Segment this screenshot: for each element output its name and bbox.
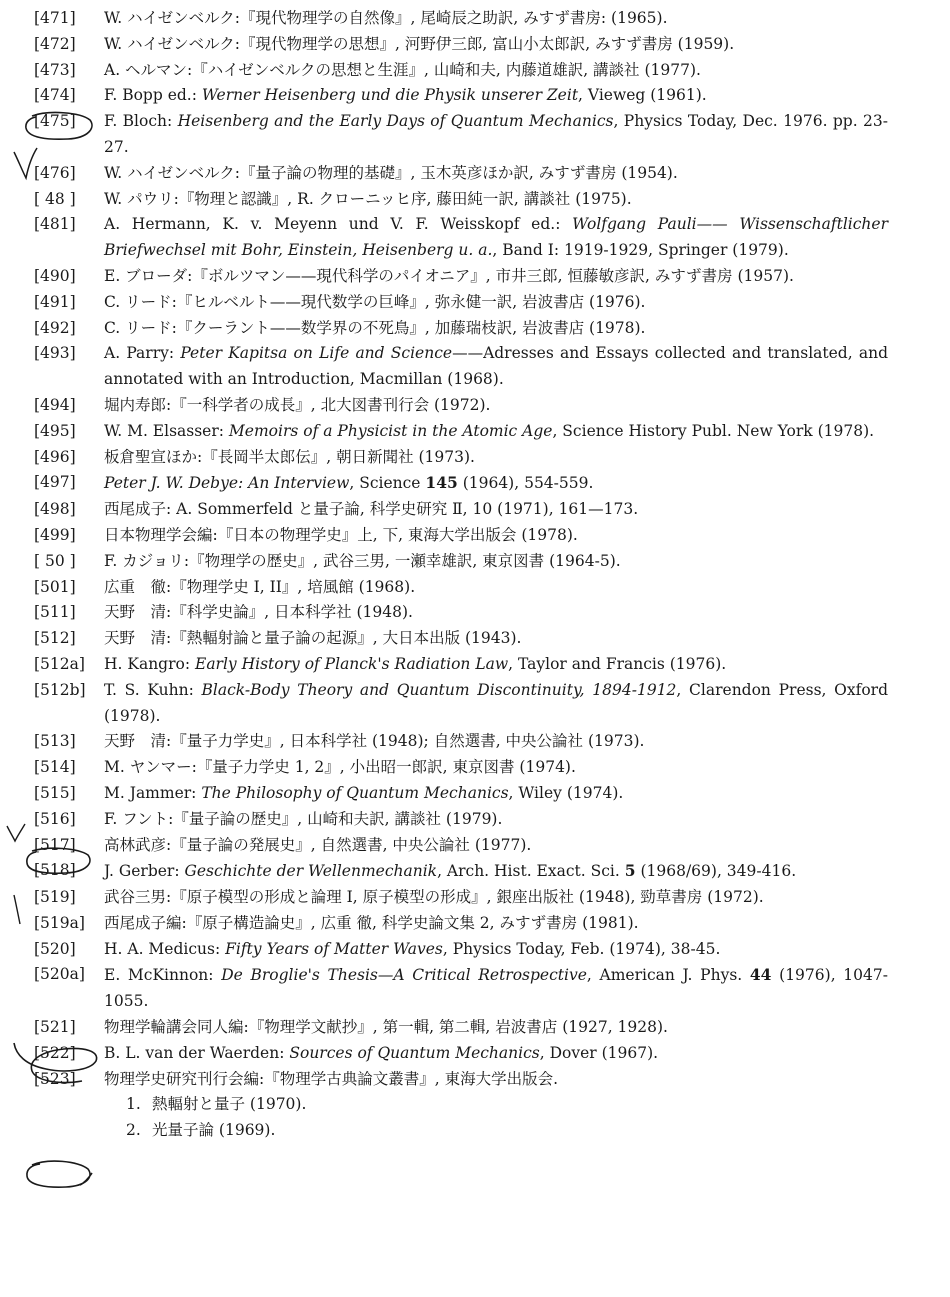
reference-entry [0,885,950,911]
reference-number: [492] [34,318,76,337]
reference-segment: T. S. Kuhn: [104,680,202,699]
reference-segment: H. A. Medicus: [104,939,226,958]
reference-segment: , Wiley (1974). [508,783,624,802]
reference-segment: F. カジョリ:『物理学の歴史』, 武谷三男, 一瀬幸雄訳, 東京図書 (1964-5). [104,551,621,570]
reference-segment: M. ヤンマー:『量子力学史 1, 2』, 小出昭一郎訳, 東京図書 (1974). [104,758,576,777]
reference-text [104,1015,888,1041]
reference-text [104,212,888,264]
reference-number: [512b] [34,680,86,699]
reference-text [104,445,888,471]
reference-number: [515] [34,783,76,802]
reference-segment: H. Kangro: [104,654,195,673]
reference-number: [493] [34,344,76,363]
reference-text [104,911,888,937]
reference-entry [0,781,950,807]
reference-segment: 広重 徹:『物理学史 I, II』, 培風館 (1968). [104,577,416,596]
reference-segment: 物理学史研究刊行会編:『物理学古典論文叢書』, 東海大学出版会. [104,1069,559,1088]
reference-text [104,316,888,342]
sub-entry [0,1092,950,1118]
sub-entry-text: 光量子論 (1969). [152,1121,276,1140]
reference-entry [0,58,950,84]
reference-number: [481] [34,215,76,234]
reference-segment: , Physics Today, Dec. 1976. pp. 23-27. [104,112,888,156]
reference-segment: , Physics Today, Feb. (1974), 38-45. [442,939,721,958]
reference-text [104,58,888,84]
handwritten-circle-521 [18,1155,98,1193]
reference-number: [474] [34,86,76,105]
reference-number: [512] [34,629,76,648]
reference-number: [494] [34,395,76,414]
reference-segment: A. Parry: [104,344,181,363]
reference-segment: W. パウリ:『物理と認識』, R. クローニッヒ序, 藤田純一訳, 講談社 (1975). [104,189,632,208]
reference-segment: , Band I: 1919-1929, Springer (1979). [492,241,789,260]
reference-entry [0,626,950,652]
reference-number: [ 50 ] [34,551,76,570]
reference-volume: 5 [624,861,636,881]
reference-segment: 武谷三男:『原子模型の形成と論理 I, 原子模型の形成』, 銀座出版社 (1948), 勁草書房 (1972). [104,888,764,907]
reference-segment: 板倉聖宣ほか:『長岡半太郎伝』, 朝日新聞社 (1973). [104,447,475,466]
reference-segment: E. ブローダ:『ボルツマン——現代科学のパイオニア』, 市井三郎, 恒藤敏彦訳, みすず書房 (1957). [104,266,794,285]
reference-segment: A. Hermann, K. v. Meyenn und V. F. Weisskopf ed.: [104,215,573,234]
reference-title: The Philosophy of Quantum Mechanics [201,783,509,802]
reference-segment: C. リード:『ヒルベルト——現代数学の巨峰』, 弥永健一訳, 岩波書店 (1976). [104,292,646,311]
reference-number: [519a] [34,913,85,932]
reference-entry [0,755,950,781]
reference-segment: 西尾成子: A. Sommerfeld と量子論, 科学史研究 Ⅱ, 10 (1971), 161—173. [104,500,639,519]
reference-title: Peter J. W. Debye: An Interview [104,474,350,493]
reference-segment: 堀内寿郎:『一科学者の成長』, 北大図書刊行会 (1972). [104,395,491,414]
reference-number: [499] [34,525,76,544]
reference-title: Heisenberg and the Early Days of Quantum Mechanics [177,112,614,131]
reference-entry [0,341,950,393]
reference-text [104,187,888,213]
reference-text [104,523,888,549]
reference-number: [473] [34,60,76,79]
reference-segment: (1964), 554-559. [457,474,594,493]
reference-entry [0,264,950,290]
reference-entry [0,937,950,963]
reference-entry [0,161,950,187]
reference-segment: W. ハイゼンベルク:『量子論の物理的基礎』, 玉木英彦ほか訳, みすず書房 (1954). [104,163,678,182]
reference-segment: W. ハイゼンベルク:『現代物理学の思想』, 河野伊三郎, 富山小太郎訳, みすず書房 (1959). [104,34,735,53]
reference-text [104,549,888,575]
reference-entry [0,316,950,342]
reference-number: [522] [34,1043,76,1062]
subitem-list [0,1092,950,1144]
reference-segment: ——Adresses and Essays collected and translated, and annotated with an Introduction, Macmillan (1968). [104,344,888,389]
reference-segment: 天野 清:『熱輻射論と量子論の起源』, 大日本出版 (1943). [104,629,522,648]
reference-entry [0,678,950,730]
reference-entry [0,523,950,549]
reference-segment: 物理学輪講会同人編:『物理学文献抄』, 第一輯, 第二輯, 岩波書店 (1927, 1928). [104,1018,668,1037]
reference-entry [0,445,950,471]
reference-entry [0,187,950,213]
reference-number: [471] [34,9,76,27]
reference-text [104,393,888,419]
reference-number: [523] [34,1069,76,1088]
reference-text [104,729,888,755]
reference-segment: A. ヘルマン:『ハイゼンベルクの思想と生涯』, 山崎和夫, 内藤道雄訳, 講談社 (1977). [104,60,701,79]
sub-entry [0,1118,950,1144]
reference-segment: 高林武彦:『量子論の発展史』, 自然選書, 中央公論社 (1977). [104,835,532,854]
reference-text [104,109,888,161]
reference-entry [0,962,950,1015]
reference-entry [0,911,950,937]
reference-entry [0,807,950,833]
reference-entry [0,470,950,497]
reference-entry [0,575,950,601]
reference-text [104,600,888,626]
reference-title: Early History of Planck's Radiation Law [195,654,509,673]
reference-text [104,419,888,445]
reference-entry [0,833,950,859]
reference-volume: 44 [749,965,772,985]
reference-number: [513] [34,732,76,751]
reference-title: Wolfgang Pauli—— Wissenschaftlicher Briefwechsel mit Bohr, Einstein, Heisenberg u. a. [104,215,888,260]
reference-number: [475] [34,112,76,131]
reference-number: [519] [34,888,76,907]
reference-volume: 145 [425,473,458,493]
reference-segment: , Arch. Hist. Exact. Sci. [437,862,625,881]
reference-list [0,6,950,1092]
reference-text [104,497,888,523]
reference-number: [476] [34,163,76,182]
reference-text [104,885,888,911]
reference-text [104,32,888,58]
reference-entry [0,290,950,316]
reference-number: [516] [34,809,76,828]
reference-entry [0,393,950,419]
reference-number: [472] [34,34,76,53]
reference-entry [0,212,950,264]
reference-title: Fifty Years of Matter Waves [225,939,443,958]
reference-text [104,937,888,963]
reference-segment: E. McKinnon: [104,966,222,985]
reference-text [104,264,888,290]
reference-entry [0,6,950,32]
reference-number: [501] [34,577,76,596]
reference-title: Werner Heisenberg und die Physik unserer Zeit [201,86,579,105]
reference-text [104,341,888,393]
reference-number: [495] [34,421,76,440]
reference-text [104,83,888,109]
reference-title: Sources of Quantum Mechanics [289,1043,540,1062]
sub-entry-number: 1. [126,1095,141,1114]
reference-entry [0,83,950,109]
reference-number: [496] [34,447,76,466]
reference-entry [0,419,950,445]
reference-segment: W. M. Elsasser: [104,421,229,440]
reference-number: [511] [34,603,76,622]
sub-entry-number: 2. [126,1121,141,1140]
reference-segment: , Clarendon Press, Oxford (1978). [104,680,889,725]
reference-text [104,652,888,678]
reference-segment: , Science History Publ. New York (1978). [552,421,875,440]
reference-text [104,678,888,730]
reference-segment: W. ハイゼンベルク:『現代物理学の自然像』, 尾崎辰之助訳, みすず書房: (1965). [104,9,668,27]
reference-title: Black-Body Theory and Quantum Discontinuity, 1894-1912 [201,680,677,699]
reference-number: [491] [34,292,76,311]
reference-segment: B. L. van der Waerden: [104,1043,290,1062]
reference-segment: J. Gerber: [104,862,185,881]
reference-number: [520] [34,939,76,958]
reference-segment: 天野 清:『科学史論』, 日本科学社 (1948). [104,603,413,622]
reference-entry [0,600,950,626]
reference-entry [0,729,950,755]
reference-title: De Broglie's Thesis—A Critical Retrospective [221,966,587,985]
reference-segment: , Science [349,474,426,493]
reference-title: Peter Kapitsa on Life and Science [180,344,453,363]
reference-text [104,161,888,187]
reference-title: Geschichte der Wellenmechanik [184,862,438,881]
reference-number: [518] [34,861,76,880]
reference-segment: F. Bopp ed.: [104,86,202,105]
reference-number: [497] [34,473,76,492]
reference-entry [0,497,950,523]
reference-text [104,833,888,859]
reference-text [104,575,888,601]
reference-number: [514] [34,758,76,777]
reference-segment: C. リード:『クーラント——数学界の不死鳥』, 加藤瑞枝訳, 岩波書店 (1978). [104,318,646,337]
reference-text [104,755,888,781]
reference-segment: 西尾成子編:『原子構造論史』, 広重 徹, 科学史論文集 2, みすず書房 (1981). [104,913,639,932]
reference-text [104,781,888,807]
reference-text [104,626,888,652]
reference-segment: , Vieweg (1961). [578,86,707,105]
reference-segment: , Taylor and Francis (1976). [508,654,727,673]
reference-number: [520a] [34,965,85,984]
reference-text [104,807,888,833]
reference-text [104,1067,888,1093]
reference-entry [0,549,950,575]
reference-segment: 日本物理学会編:『日本の物理学史』上, 下, 東海大学出版会 (1978). [104,525,578,544]
reference-number: [517] [34,835,76,854]
reference-entry [0,109,950,161]
reference-text [104,290,888,316]
reference-number: [512a] [34,654,85,673]
reference-entry [0,1041,950,1067]
reference-number: [498] [34,500,76,519]
sub-entry-text: 熱輻射と量子 (1970). [152,1095,307,1114]
reference-text [104,962,888,1015]
reference-entry [0,858,950,885]
reference-text [104,858,888,885]
reference-text [104,1041,888,1067]
reference-segment: M. Jammer: [104,783,202,802]
reference-entry [0,32,950,58]
reference-number: [490] [34,266,76,285]
reference-segment: , American J. Phys. [586,966,750,985]
reference-entry [0,1067,950,1093]
reference-segment: F. フント:『量子論の歴史』, 山崎和夫訳, 講談社 (1979). [104,809,503,828]
reference-segment: 天野 清:『量子力学史』, 日本科学社 (1948); 自然選書, 中央公論社 (1973). [104,732,645,751]
reference-page [0,6,950,1144]
reference-segment: (1968/69), 349-416. [635,862,797,881]
reference-text [104,470,888,497]
reference-title: Memoirs of a Physicist in the Atomic Age [228,421,553,440]
reference-segment: , Dover (1967). [539,1043,659,1062]
reference-entry [0,1015,950,1041]
reference-segment: F. Bloch: [104,112,178,131]
reference-entry [0,652,950,678]
reference-number: [521] [34,1018,76,1037]
reference-number: [ 48 ] [34,189,76,208]
reference-text [104,6,888,32]
reference-segment: (1976), 1047-1055. [104,966,888,1011]
